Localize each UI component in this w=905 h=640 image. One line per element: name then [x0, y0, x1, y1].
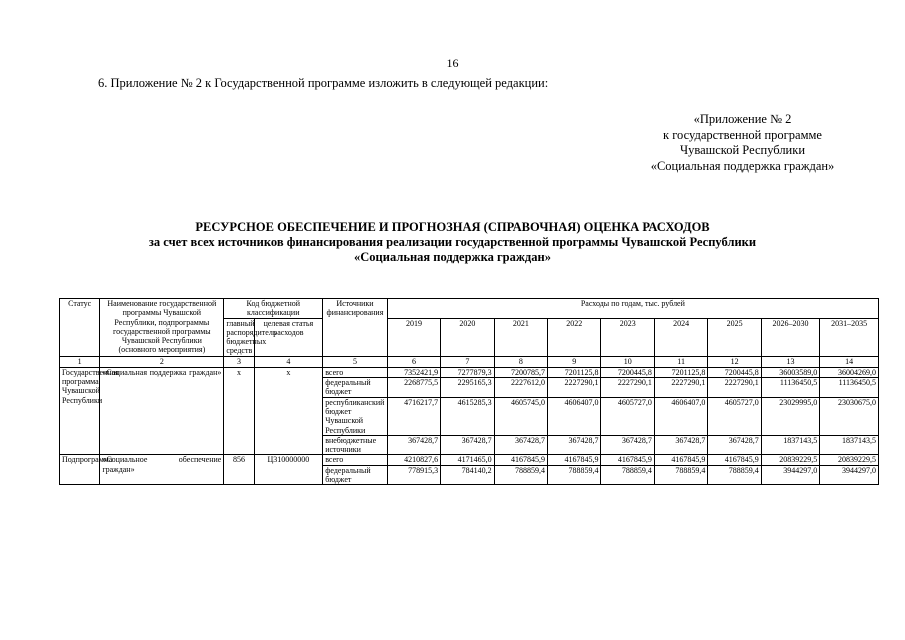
cell-value: 4210827,6	[387, 455, 440, 465]
header-expenses: Расходы по годам, тыс. рублей	[387, 299, 878, 319]
row-source: федеральный бюджет	[323, 465, 388, 485]
row-name: «Социальная поддержка граждан»	[100, 367, 224, 455]
cell-value: 4606407,0	[548, 397, 601, 435]
cell-value: 367428,7	[387, 435, 440, 455]
header-status: Статус	[60, 299, 100, 357]
cell-value: 2268775,5	[387, 378, 440, 398]
row-status: Подпрограмма	[60, 455, 100, 485]
row-source: внебюджетные источники	[323, 435, 388, 455]
row-target: x	[254, 367, 323, 455]
cell-value: 4606407,0	[654, 397, 707, 435]
cell-value: 7277879,3	[441, 367, 494, 377]
header-name: Наименование государственной программы Чувашской Республики, подпрограммы государственной программы Чувашской Республики (основного мероприятия)	[100, 299, 224, 357]
cell-value: 7201125,8	[654, 367, 707, 377]
column-number-row	[60, 356, 879, 367]
column-number: 5	[323, 356, 388, 367]
cell-value: 4167845,9	[548, 455, 601, 465]
cell-value: 3944297,0	[761, 465, 819, 485]
appendix-line: к государственной программе	[663, 127, 822, 142]
title-line: «Социальная поддержка граждан»	[354, 250, 551, 264]
cell-value: 1837143,5	[820, 435, 879, 455]
header-grbs: главный распорядитель бюджетных средств	[224, 318, 254, 356]
cell-value: 23029995,0	[761, 397, 819, 435]
column-number: 10	[601, 356, 654, 367]
cell-value: 367428,7	[654, 435, 707, 455]
header-year: 2019	[387, 318, 440, 356]
cell-value: 7200445,8	[708, 367, 761, 377]
header-year: 2024	[654, 318, 707, 356]
row-source: всего	[323, 455, 388, 465]
header-year: 2022	[548, 318, 601, 356]
cell-value: 2295165,3	[441, 378, 494, 398]
cell-value: 7200785,7	[494, 367, 547, 377]
cell-value: 784140,2	[441, 465, 494, 485]
column-number: 12	[708, 356, 761, 367]
cell-value: 7352421,9	[387, 367, 440, 377]
cell-value: 788859,4	[494, 465, 547, 485]
cell-value: 2227290,1	[654, 378, 707, 398]
cell-value: 11136450,5	[761, 378, 819, 398]
header-year: 2021	[494, 318, 547, 356]
row-source: республиканский бюджет Чувашской Республики	[323, 397, 388, 435]
cell-value: 2227612,0	[494, 378, 547, 398]
cell-value: 4605727,0	[601, 397, 654, 435]
cell-value: 3944297,0	[820, 465, 879, 485]
cell-value: 4167845,9	[494, 455, 547, 465]
header-year: 2020	[441, 318, 494, 356]
column-number: 3	[224, 356, 254, 367]
cell-value: 367428,7	[494, 435, 547, 455]
row-name: «Социальное обеспечение граждан»	[100, 455, 224, 485]
column-number: 1	[60, 356, 100, 367]
document-title	[0, 220, 905, 265]
column-number: 13	[761, 356, 819, 367]
table-row	[60, 367, 879, 377]
row-source: федеральный бюджет	[323, 378, 388, 398]
cell-value: 1837143,5	[761, 435, 819, 455]
cell-value: 7200445,8	[601, 367, 654, 377]
header-year: 2026–2030	[761, 318, 819, 356]
column-number: 2	[100, 356, 224, 367]
cell-value: 788859,4	[548, 465, 601, 485]
column-number: 6	[387, 356, 440, 367]
row-source: всего	[323, 367, 388, 377]
cell-value: 4716217,7	[387, 397, 440, 435]
appendix-line: «Приложение № 2	[693, 112, 792, 126]
cell-value: 788859,4	[654, 465, 707, 485]
cell-value: 36004269,0	[820, 367, 879, 377]
header-year: 2023	[601, 318, 654, 356]
cell-value: 2227290,1	[708, 378, 761, 398]
cell-value: 788859,4	[601, 465, 654, 485]
header-target: целевая статья расходов	[254, 318, 323, 356]
cell-value: 2227290,1	[548, 378, 601, 398]
cell-value: 367428,7	[708, 435, 761, 455]
column-number: 8	[494, 356, 547, 367]
cell-value: 367428,7	[441, 435, 494, 455]
row-grbs: x	[224, 367, 254, 455]
header-year: 2031–2035	[820, 318, 879, 356]
cell-value: 20839229,5	[761, 455, 819, 465]
cell-value: 4605727,0	[708, 397, 761, 435]
row-status: Государственная программа Чувашской Республики	[60, 367, 100, 455]
cell-value: 11136450,5	[820, 378, 879, 398]
cell-value: 4167845,9	[708, 455, 761, 465]
column-number: 11	[654, 356, 707, 367]
table-row	[60, 455, 879, 465]
header-sources: Источники финансирования	[323, 299, 388, 357]
appendix-line: «Социальная поддержка граждан»	[650, 158, 835, 173]
row-grbs: 856	[224, 455, 254, 485]
cell-value: 20839229,5	[820, 455, 879, 465]
column-number: 4	[254, 356, 323, 367]
cell-value: 4171465,0	[441, 455, 494, 465]
page-number: 16	[446, 56, 459, 70]
cell-value: 4167845,9	[654, 455, 707, 465]
cell-value: 4605745,0	[494, 397, 547, 435]
cell-value: 2227290,1	[601, 378, 654, 398]
column-number: 14	[820, 356, 879, 367]
cell-value: 23030675,0	[820, 397, 879, 435]
cell-value: 367428,7	[601, 435, 654, 455]
intro-paragraph: 6. Приложение № 2 к Государственной программе изложить в следующей редакции:	[98, 76, 549, 90]
column-number: 9	[548, 356, 601, 367]
cell-value: 367428,7	[548, 435, 601, 455]
column-number: 7	[441, 356, 494, 367]
appendix-line: Чувашской Республики	[679, 143, 806, 157]
title-line: РЕСУРСНОЕ ОБЕСПЕЧЕНИЕ И ПРОГНОЗНАЯ (СПРАВОЧНАЯ) ОЦЕНКА РАСХОДОВ	[195, 220, 710, 234]
header-year: 2025	[708, 318, 761, 356]
title-line: за счет всех источников финансирования реализации государственной программы Чувашской Республики	[148, 235, 757, 249]
cell-value: 778915,3	[387, 465, 440, 485]
row-target: Ц310000000	[254, 455, 323, 485]
appendix-heading	[610, 112, 875, 174]
cell-value: 36003589,0	[761, 367, 819, 377]
cell-value: 788859,4	[708, 465, 761, 485]
header-code-group: Код бюджетной классификации	[224, 299, 323, 319]
resource-table	[59, 298, 879, 485]
cell-value: 4615285,3	[441, 397, 494, 435]
cell-value: 4167845,9	[601, 455, 654, 465]
cell-value: 7201125,8	[548, 367, 601, 377]
